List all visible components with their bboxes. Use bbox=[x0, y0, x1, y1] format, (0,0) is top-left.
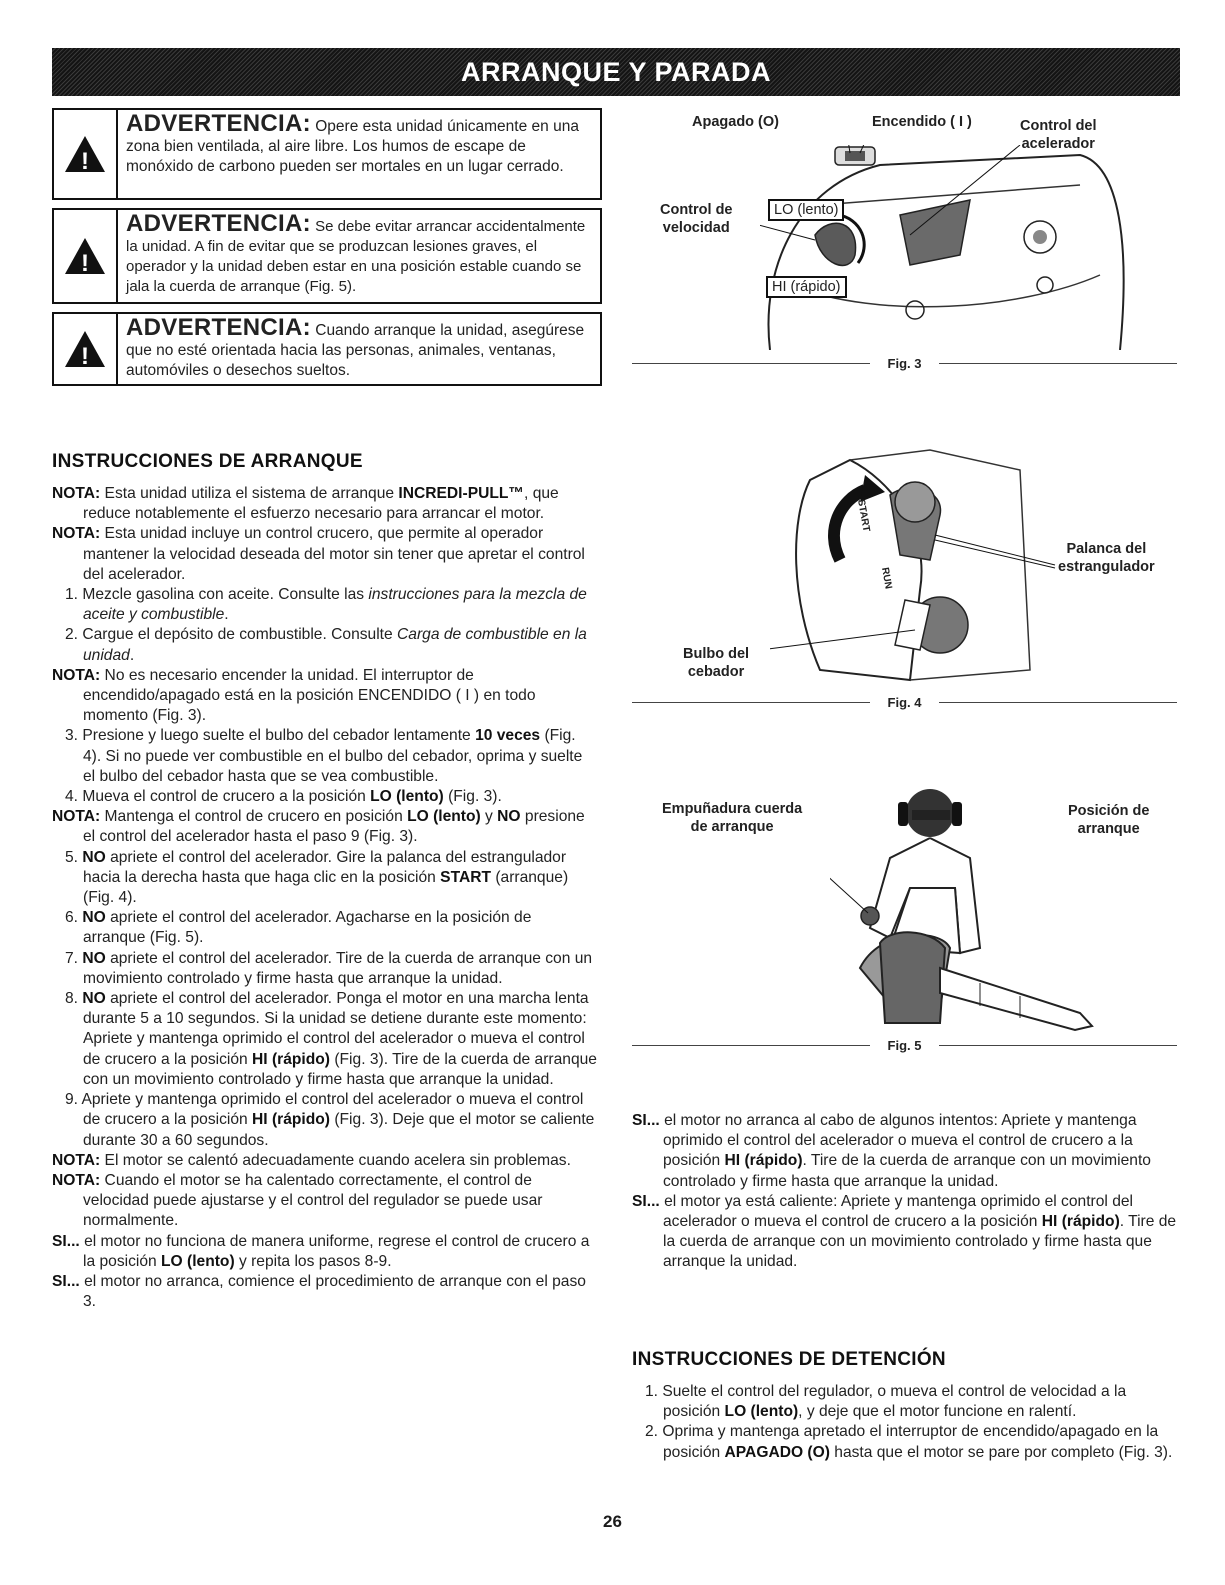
fig4-caption bbox=[632, 692, 1177, 712]
warning-box-accidental-start bbox=[52, 208, 602, 304]
step-5: 5. NO apriete el control del acelerador. Gire la palanca del estrangulador hacia la derecha hasta que haga clic en la posición START (arranque) (Fig. 4). bbox=[65, 848, 569, 907]
fig3-caption-text: Fig. 3 bbox=[887, 355, 922, 371]
warning-heading: ADVERTENCIA: bbox=[126, 110, 311, 137]
warning-heading: ADVERTENCIA: bbox=[126, 314, 311, 341]
fig4-choke-illustration bbox=[770, 440, 1060, 690]
step-6: 6. NO apriete el control del acelerador. Agacharse en la posición de arranque (Fig. 5). bbox=[65, 909, 532, 947]
fig3-on-label: Encendido ( I ) bbox=[872, 114, 972, 130]
fig3-lo-tag: LO (lento) bbox=[768, 199, 844, 221]
warning-box-ventilation bbox=[52, 108, 602, 200]
fig5-caption bbox=[632, 1035, 1177, 1055]
fig3-throttle-label-line2: acelerador bbox=[1021, 136, 1095, 152]
note-cruise-control: NOTA: Esta unidad incluye un control crucero, que permite al operador mantener la velocidad deseada del motor sin tener que apretar el control del acelerador. bbox=[52, 525, 585, 583]
warning-box-orientation bbox=[52, 312, 602, 386]
fig3-speed-label-line2: velocidad bbox=[662, 220, 730, 236]
warning-heading: ADVERTENCIA: bbox=[126, 210, 311, 237]
fig4-choke-label-line1: Palanca del bbox=[1066, 541, 1147, 557]
warning-triangle-icon bbox=[54, 210, 118, 302]
fig3-caption bbox=[632, 353, 1177, 373]
fig4-bulb-label-line2: cebador bbox=[687, 664, 745, 680]
warning-body: Cuando arranque la unidad, asegúrese que no esté orientada hacia las personas, animales, ventanas, automóviles o desechos sueltos. bbox=[126, 322, 585, 379]
fig4-choke-label-line2: estrangulador bbox=[1058, 559, 1155, 575]
start-instructions-body bbox=[52, 484, 598, 1312]
fig3-throttle-label bbox=[1020, 117, 1097, 153]
if-no-start: SI... el motor no arranca, comience el procedimiento de arranque con el paso 3. bbox=[52, 1272, 586, 1311]
warning-text bbox=[118, 210, 600, 302]
svg-text:!: ! bbox=[81, 343, 89, 369]
note-on-switch: NOTA: No es necesario encender la unidad. El interruptor de encendido/apagado está en la posición ENCENDIDO ( I ) en todo momento (Fig. 3). bbox=[52, 666, 536, 725]
fig3-speed-label-line1: Control de bbox=[660, 202, 733, 218]
right-column-conditions bbox=[632, 1111, 1178, 1273]
page-title: ARRANQUE Y PARADA bbox=[460, 56, 772, 87]
stop-instructions-title: INSTRUCCIONES DE DETENCIÓN bbox=[632, 1349, 946, 1370]
fig5-position-label-line2: arranque bbox=[1077, 821, 1140, 837]
fig3-off-label: Apagado (O) bbox=[692, 114, 779, 130]
start-instructions-title: INSTRUCCIONES DE ARRANQUE bbox=[52, 451, 363, 472]
fig4-caption-text: Fig. 4 bbox=[887, 694, 922, 710]
warning-text bbox=[118, 110, 600, 198]
fig5-caption-text: Fig. 5 bbox=[887, 1037, 922, 1053]
warning-text bbox=[118, 314, 600, 384]
note-cruise-lo: NOTA: Mantenga el control de crucero en posición LO (lento) y NO presione el control del acelerador hasta el paso 9 (Fig. 3). bbox=[52, 808, 585, 846]
fig3-hi-tag: HI (rápido) bbox=[766, 276, 847, 298]
step-9: 9. Apriete y mantenga oprimido el control del acelerador o mueva el control de crucero a la posición HI (rápido) (Fig. 3). Deje que el motor se caliente durante 30 a 60 segundos. bbox=[65, 1091, 595, 1149]
note-speed-adjust: NOTA: Cuando el motor se ha calentado correctamente, el control de velocidad puede ajustarse y el control del regulador se puede usar normalmente. bbox=[52, 1171, 543, 1230]
step-1: 1. Mezcle gasolina con aceite. Consulte las instrucciones para la mezcla de aceite y combustible. bbox=[65, 586, 587, 624]
warning-triangle-icon bbox=[54, 314, 118, 384]
page-number: 26 bbox=[603, 1512, 622, 1531]
if-engine-warm: SI... el motor ya está caliente: Apriete y mantenga oprimido el control del acelerador o mueva el control de crucero a la posición HI (rápido). Tire de la cuerda de arranque con un movimiento controlado y firme hasta que arranque la unidad. bbox=[632, 1192, 1177, 1271]
fig3-throttle-label-line1: Control del bbox=[1020, 118, 1097, 134]
warning-body: Opere esta unidad únicamente en una zona bien ventilada, al aire libre. Los humos de escape de monóxido de carbono pueden ser mortales en un lugar cerrado. bbox=[126, 118, 579, 175]
step-8: 8. NO apriete el control del acelerador. Ponga el motor en una marcha lenta durante 5 a 10 segundos. Si la unidad se detiene durante este momento: Apriete y mantenga oprimido el control del acelerador o mueva el control de crucero a la posición HI (rápido) (Fig. 3). Tire de la cuerda de arranque con un movimiento controlado y firme hasta que arranque la unidad. bbox=[65, 990, 597, 1088]
fig4-choke-label bbox=[1058, 540, 1155, 576]
step-2: 2. Cargue el depósito de combustible. Consulte Carga de combustible en la unidad. bbox=[65, 626, 587, 664]
svg-text:!: ! bbox=[81, 148, 89, 174]
fig3-speed-label bbox=[660, 201, 733, 237]
fig5-position-label bbox=[1068, 802, 1149, 838]
fig5-grip-label bbox=[662, 800, 802, 836]
fig5-grip-label-line2: de arranque bbox=[690, 819, 774, 835]
section-banner bbox=[52, 48, 1180, 96]
fig4-start-mark: START bbox=[855, 498, 872, 533]
step-3: 3. Presione y luego suelte el bulbo del cebador lentamente 10 veces (Fig. 4). Si no puede ver combustible en el bulbo del cebador, oprima y suelte el bulbo del cebador hasta que se vea combustible. bbox=[65, 727, 583, 785]
svg-text:!: ! bbox=[81, 250, 89, 276]
fig4-bulb-label bbox=[683, 645, 749, 681]
fig3-controls-illustration bbox=[760, 145, 1140, 350]
fig5-grip-label-line1: Empuñadura cuerda bbox=[662, 801, 803, 817]
if-fails-several-attempts: SI... el motor no arranca al cabo de algunos intentos: Apriete y mantenga oprimido el control del acelerador o mueva el control de crucero a la posición HI (rápido). Tire de la cuerda de arranque con un movimiento controlado y firme hasta que arranque la unidad. bbox=[632, 1112, 1151, 1190]
fig4-bulb-label-line1: Bulbo del bbox=[683, 646, 750, 662]
fig4-run-mark: RUN bbox=[879, 566, 894, 590]
stop-step-2: 2. Oprima y mantenga apretado el interruptor de encendido/apagado en la posición APAGADO (O) hasta que el motor se pare por completo (Fig. 3). bbox=[645, 1423, 1173, 1461]
stop-instructions-body bbox=[632, 1382, 1178, 1463]
fig5-position-label-line1: Posición de bbox=[1068, 803, 1150, 819]
warning-triangle-icon bbox=[54, 110, 118, 198]
warning-body: Se debe evitar arrancar accidentalmente la unidad. A fin de evitar que se produzcan lesiones graves, el operador y la unidad deben estar en una posición estable cuando se jala la cuerda de arranque (Fig. 5). bbox=[126, 218, 586, 295]
step-7: 7. NO apriete el control del acelerador. Tire de la cuerda de arranque con un movimiento controlado y firme hasta que arranque la unidad. bbox=[65, 949, 593, 987]
note-incredi-pull: NOTA: Esta unidad utiliza el sistema de arranque INCREDI-PULL™, que reduce notablemente el esfuerzo necesario para arrancar el motor. bbox=[52, 485, 559, 523]
step-4: 4. Mueva el control de crucero a la posición LO (lento) (Fig. 3). bbox=[65, 788, 502, 806]
fig5-operator-illustration bbox=[830, 778, 1100, 1033]
if-uneven: SI... el motor no funciona de manera uniforme, regrese el control de crucero a la posición LO (lento) y repita los pasos 8-9. bbox=[52, 1232, 590, 1270]
stop-step-1: 1. Suelte el control del regulador, o mueva el control de velocidad a la posición LO (lento), y deje que el motor funcione en ralentí. bbox=[645, 1383, 1127, 1421]
note-warmed-up: NOTA: El motor se calentó adecuadamente cuando acelera sin problemas. bbox=[52, 1151, 571, 1169]
